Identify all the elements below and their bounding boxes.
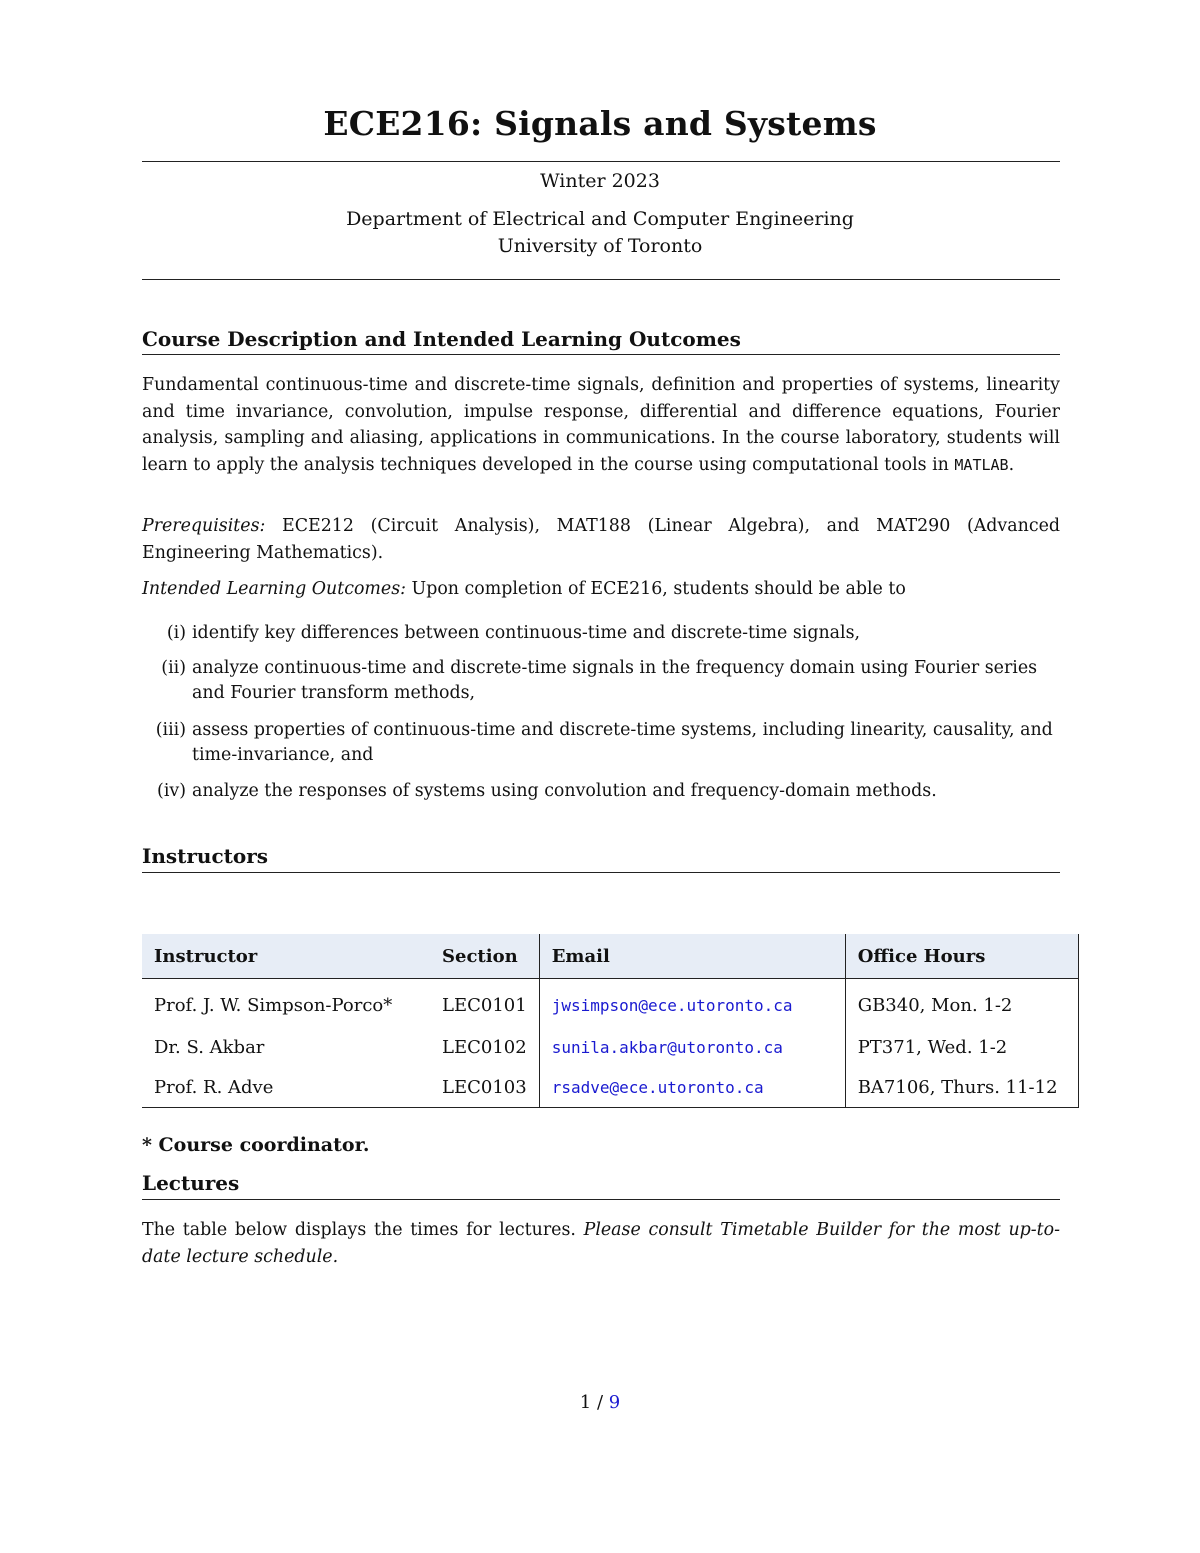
university: University of Toronto (497, 235, 703, 257)
header-divider (142, 279, 1060, 280)
lectures-heading: Lectures (142, 1171, 240, 1195)
prerequisites-text: ECE212 (Circuit Analysis), MAT188 (Linear Algebra), and MAT290 (Advanced Engineering Mathematics). (142, 516, 1060, 563)
column-header-office-hours: Office Hours (845, 934, 1078, 979)
column-header-section: Section (430, 934, 539, 979)
outcome-text: assess properties of continuous-time and discrete-time systems, including linearity, causality, and time-invariance, and (192, 720, 1053, 765)
lectures-text: The table below displays the times for lectures. (142, 1220, 576, 1240)
lectures-note: Please consult Timetable Builder for the most up-to-date lecture schedule. (142, 1220, 1061, 1267)
title-divider (142, 161, 1060, 162)
table-row (142, 1027, 1079, 1067)
instructor-section: LEC0101 (430, 979, 539, 1028)
prerequisites (142, 513, 1060, 566)
current-page: 1 (579, 1392, 592, 1413)
description-heading: Course Description and Intended Learning Outcomes (142, 327, 741, 351)
table-header-row (142, 934, 1079, 979)
instructor-email-link[interactable]: rsadve@ece.utoronto.ca (551, 1077, 764, 1097)
column-header-instructor: Instructor (142, 934, 430, 979)
instructor-name: Prof. R. Adve (142, 1067, 430, 1108)
instructor-office-hours: GB340, Mon. 1-2 (845, 979, 1078, 1028)
outcome-text: analyze continuous-time and discrete-time signals in the frequency domain using Fourier series and Fourier transform methods, (192, 658, 1038, 703)
term: Winter 2023 (540, 170, 660, 192)
department: Department of Electrical and Computer Engineering (346, 208, 854, 230)
table-row (142, 1067, 1079, 1108)
outcome-number: (iii) (155, 720, 186, 740)
instructor-office-hours: PT371, Wed. 1-2 (845, 1027, 1078, 1067)
lectures-body (142, 1217, 1060, 1270)
description-heading-rule (142, 354, 1060, 355)
outcome-text: identify key differences between continuous-time and discrete-time signals, (192, 623, 861, 643)
description-text: Fundamental continuous-time and discrete-time signals, definition and properties of systems, linearity and time invariance, convolution, impulse response, differential and difference equations, Fourier analysis, sampling and aliasing, applications in communications. In the course laboratory, students will learn to apply the analysis techniques developed in the course using computational tools in (142, 375, 1060, 475)
total-pages-link[interactable]: 9 (608, 1392, 621, 1413)
outcome-text: analyze the responses of systems using convolution and frequency-domain methods. (192, 781, 937, 801)
table-row (142, 979, 1079, 1028)
outcomes-intro (142, 576, 1060, 603)
instructor-section: LEC0102 (430, 1027, 539, 1067)
page-number (0, 1392, 1200, 1413)
outcomes-text: Upon completion of ECE216, students should be able to (411, 579, 906, 599)
instructor-email-link[interactable]: jwsimpson@ece.utoronto.ca (551, 995, 793, 1015)
matlab-tool: MATLAB (954, 455, 1009, 474)
coordinator-note: * Course coordinator. (142, 1134, 370, 1156)
instructor-name: Prof. J. W. Simpson-Porco* (154, 994, 393, 1016)
prerequisites-label: Prerequisites: (142, 516, 266, 536)
lectures-heading-rule (142, 1199, 1060, 1200)
description-end: . (1008, 454, 1015, 475)
description-body (142, 372, 1060, 478)
instructors-table (142, 934, 1079, 1108)
outcome-number: (i) (166, 623, 186, 643)
outcome-number: (ii) (161, 658, 186, 678)
page-separator: / (596, 1392, 604, 1413)
column-header-email: Email (539, 934, 845, 979)
instructor-name: Dr. S. Akbar (154, 1036, 265, 1058)
instructors-heading: Instructors (142, 844, 269, 868)
outcome-number: (iv) (157, 781, 186, 801)
instructor-office-hours: BA7106, Thurs. 11-12 (845, 1067, 1078, 1108)
course-title: ECE216: Signals and Systems (323, 104, 877, 143)
instructors-heading-rule (142, 872, 1060, 873)
outcomes-label: Intended Learning Outcomes: (142, 579, 407, 599)
instructor-section: LEC0103 (430, 1067, 539, 1108)
instructor-email-link[interactable]: sunila.akbar@utoronto.ca (551, 1037, 783, 1057)
